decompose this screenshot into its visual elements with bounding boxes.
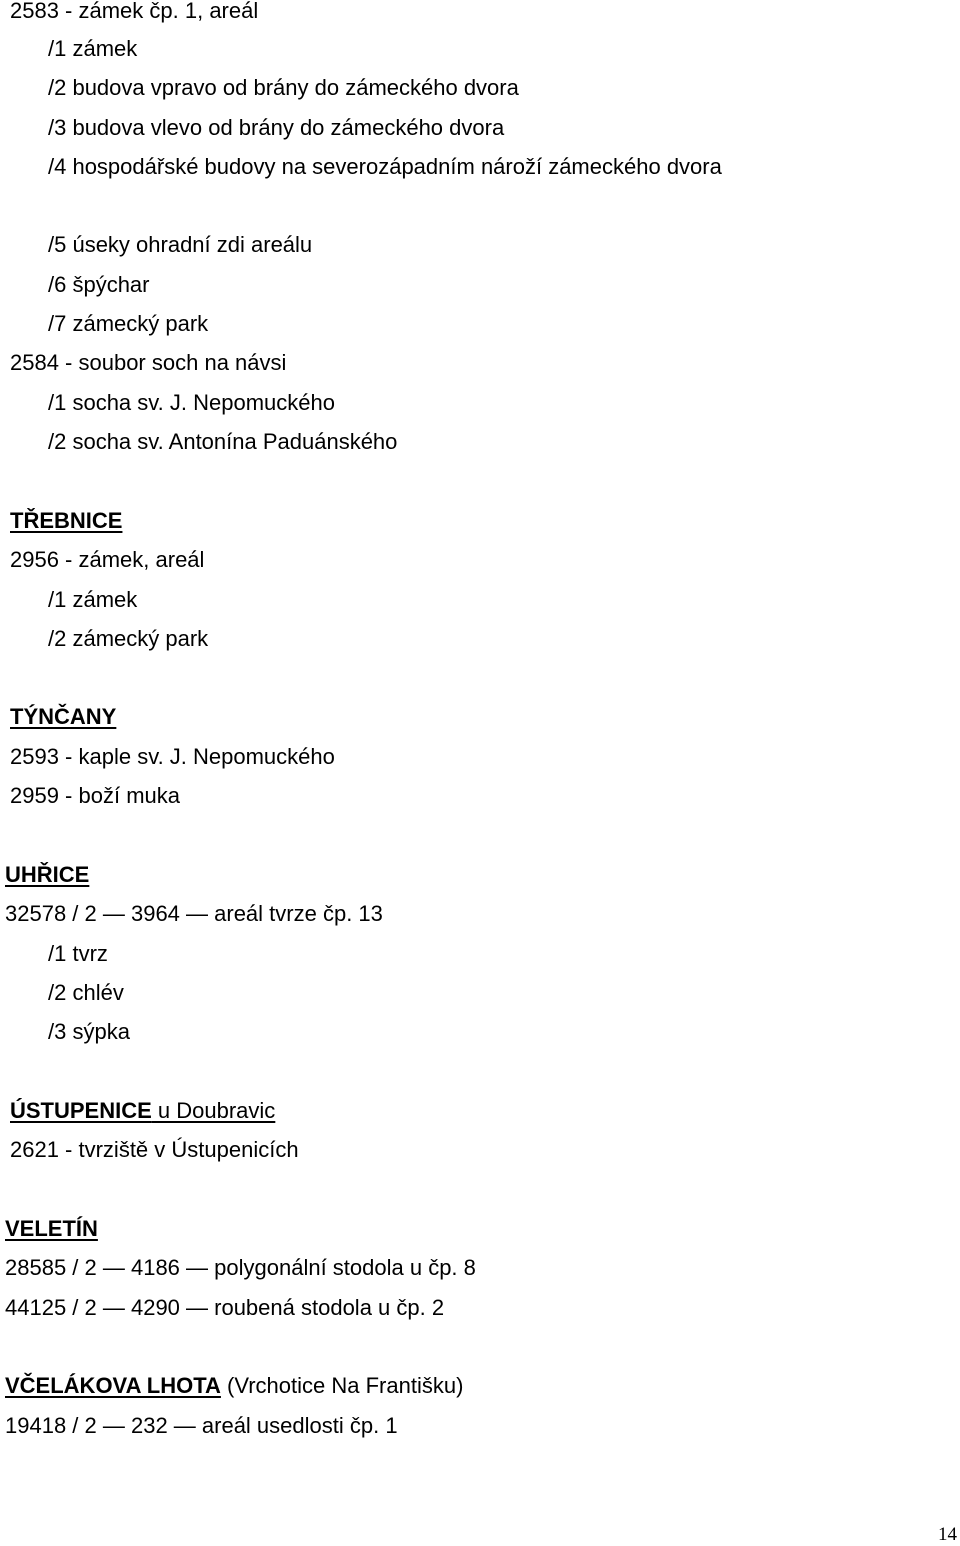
entry-line: /2 chlév [48,980,124,1005]
entry-line: 2621 - tvrziště v Ústupenicích [10,1137,299,1162]
entry-line: /7 zámecký park [48,311,209,336]
entry-line: /6 špýchar [48,272,150,297]
entry-line: /5 úseky ohradní zdi areálu [48,232,313,257]
section-heading-uhrice: UHŘICE [5,862,90,887]
entry-line: 44125 / 2 — 4290 — roubená stodola u čp. 2 [5,1295,445,1320]
entry-line: 2959 - boží muka [10,783,180,808]
section-heading-ustupenice [10,1098,275,1124]
section-heading-vcelakova-lhota [5,1373,463,1399]
page-number: 14 [938,1524,957,1545]
entry-line: /1 socha sv. J. Nepomuckého [48,390,335,415]
entry-line: 32578 / 2 — 3964 — areál tvrze čp. 13 [5,901,383,926]
heading-name: VČELÁKOVA LHOTA [5,1373,221,1398]
entry-line: /2 budova vpravo od brány do zámeckého dvora [48,75,519,100]
entry-line: /3 budova vlevo od brány do zámeckého dvora [48,115,505,140]
heading-suffix: u Doubravic [151,1098,276,1123]
entry-line: /2 zámecký park [48,626,209,651]
entry-line: 2956 - zámek, areál [10,547,205,572]
entry-line: /4 hospodářské budovy na severozápadním nároží zámeckého dvora [48,154,722,179]
heading-name: ÚSTUPENICE [10,1098,152,1123]
entry-line: /2 socha sv. Antonína Paduánského [48,429,398,454]
entry-line: /1 zámek [48,36,138,61]
entry-line: 19418 / 2 — 232 — areál usedlosti čp. 1 [5,1413,398,1438]
section-heading-veletin: VELETÍN [5,1216,98,1241]
section-heading-tyncany: TÝNČANY [10,704,117,729]
entry-line: 2593 - kaple sv. J. Nepomuckého [10,744,335,769]
heading-suffix: (Vrchotice Na Františku) [220,1373,464,1398]
entry-line: /1 tvrz [48,941,108,966]
entry-line: 2583 - zámek čp. 1, areál [10,0,259,23]
section-heading-trebnice: TŘEBNICE [10,508,123,533]
entry-line: /1 zámek [48,587,138,612]
entry-line: 2584 - soubor soch na návsi [10,350,287,375]
entry-line: 28585 / 2 — 4186 — polygonální stodola u čp. 8 [5,1255,476,1280]
entry-line: /3 sýpka [48,1019,130,1044]
